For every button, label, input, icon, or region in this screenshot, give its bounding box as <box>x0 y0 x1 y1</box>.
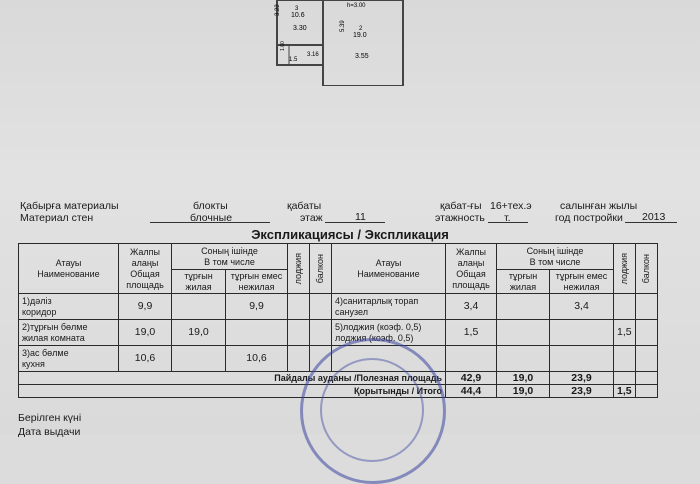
issued-kz: Берілген күні <box>18 412 82 424</box>
row2-nonliving <box>226 320 288 346</box>
floors-ru: этажность <box>435 212 485 224</box>
floor-plan <box>255 0 425 86</box>
floors-value-top: 16+тех.э <box>490 200 532 212</box>
row4-total: 3,4 <box>446 294 497 320</box>
room2-width: 3.55 <box>355 53 369 60</box>
header-living-left: тұрғын жилая <box>172 270 226 294</box>
row3-total: 10,6 <box>119 346 172 372</box>
year-kz: салынған жылы <box>560 200 638 212</box>
row1-total: 9,9 <box>119 294 172 320</box>
useful-area-label: Пайдалы ауданы /Полезная площадь <box>19 372 446 385</box>
floor-ru: этаж <box>300 212 323 224</box>
year-value: 2013 <box>642 211 666 223</box>
small-area: 1.5 <box>289 57 298 63</box>
room2-top: h=3.00 <box>347 3 366 9</box>
row3-name: 3)ас бөлме кухня <box>19 346 119 372</box>
wall-material-ru-value: блочные <box>190 212 233 224</box>
wall-material-kz-value: блокты <box>193 200 228 212</box>
row2-name: 2)тұрғын бөлме жилая комната <box>19 320 119 346</box>
wall-material-ru: Материал стен <box>20 212 94 224</box>
row1-name: 1)дәліз коридор <box>19 294 119 320</box>
header-nonliving-left: тұрғын емес нежилая <box>226 270 288 294</box>
grand-living: 19,0 <box>497 385 550 398</box>
useful-total: 42,9 <box>446 372 497 385</box>
room3-height: 3.22 <box>275 4 281 16</box>
header-balcony-left: балкон <box>315 253 325 284</box>
row5-loggia: 1,5 <box>614 320 636 346</box>
grand-total-label: Қорытынды / Итого <box>19 385 446 398</box>
official-seal-inner <box>320 358 424 462</box>
header-nonliving-right: тұрғын емес нежилая <box>550 270 614 294</box>
table-title: Экспликациясы / Экспликация <box>251 227 449 242</box>
floor-kz: қабаты <box>287 200 322 212</box>
row4-living <box>497 294 550 320</box>
floor-value: 11 <box>355 211 366 223</box>
room2-area: 19.0 <box>353 32 367 39</box>
small-height: 1.00 <box>280 41 286 51</box>
room3-width: 3.30 <box>293 25 307 32</box>
room3-no: 3 <box>295 6 299 12</box>
row2-total: 19,0 <box>119 320 172 346</box>
room3-area: 10.6 <box>291 12 305 19</box>
grand-loggia: 1,5 <box>614 385 636 398</box>
row4-nonliving: 3,4 <box>550 294 614 320</box>
wall-material-kz: Қабырға материалы <box>20 200 119 212</box>
useful-nonliving: 23,9 <box>550 372 614 385</box>
row3-living <box>172 346 226 372</box>
room2-no: 2 <box>359 26 363 32</box>
useful-living: 19,0 <box>497 372 550 385</box>
year-ru: год постройки <box>555 212 623 224</box>
header-incl-left: Соның ішінде В том числе <box>172 244 288 270</box>
row5-nonliving <box>550 320 614 346</box>
row1-nonliving: 9,9 <box>226 294 288 320</box>
header-balcony-right: балкон <box>640 253 651 284</box>
grand-nonliving: 23,9 <box>550 385 614 398</box>
row1-living <box>172 294 226 320</box>
room2-height: 5.39 <box>340 20 346 32</box>
small-width: 3.16 <box>307 52 319 58</box>
floors-kz: қабат-ғы <box>440 200 482 212</box>
header-loggia-left: лоджия <box>293 252 303 285</box>
row4-loggia <box>614 294 636 320</box>
row5-living <box>497 320 550 346</box>
row2-living: 19,0 <box>172 320 226 346</box>
header-living-right: тұрғын жилая <box>497 270 550 294</box>
row4-name: 4)санитарлық торап санузел <box>332 294 446 320</box>
header-total-left: Жалпы алаңы Общая площадь <box>119 244 172 294</box>
row3-nonliving: 10,6 <box>226 346 288 372</box>
header-incl-right: Соның ішінде В том числе <box>497 244 614 270</box>
row5-total: 1,5 <box>446 320 497 346</box>
row5-name: 5)лоджия (коэф. 0,5) лоджия (коэф. 0,5) <box>332 320 446 346</box>
header-name-right: Атауы Наименование <box>332 244 446 294</box>
floors-value: т. <box>504 212 511 224</box>
header-total-right: Жалпы алаңы Общая площадь <box>446 244 497 294</box>
header-loggia-right: лоджия <box>618 252 629 285</box>
grand-total: 44,4 <box>446 385 497 398</box>
issued-ru: Дата выдачи <box>18 426 81 438</box>
header-name-left: Атауы Наименование <box>19 244 119 294</box>
